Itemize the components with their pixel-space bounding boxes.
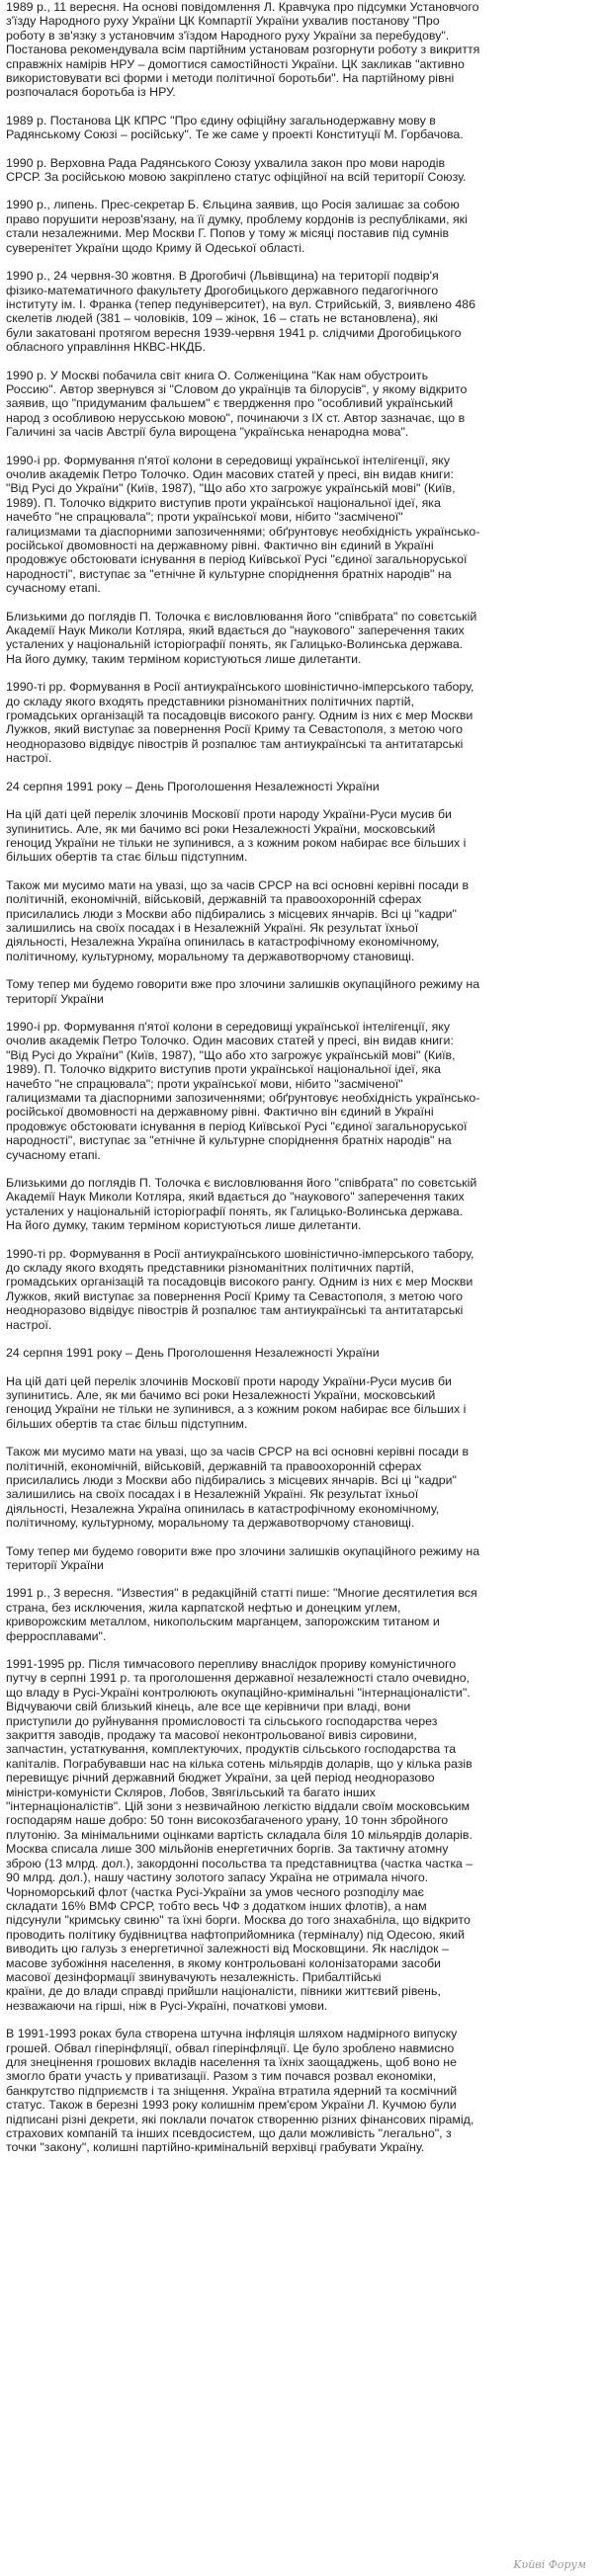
paragraph-genocide-continues-repeat: На цій даті цей перелік злочинів Московії проти народу України-Руси мусив би зупинитись. Але, як ми бачимо всі роки Незалежності України, московський геноцид України не тільки не зупинився, а з кожним роком набирає все більших і більших обертів та стає більш підступним.	[6, 1373, 467, 1431]
paragraph-1990s-tolochko: 1990-і рр. Формування п'ятої колони в середовищі української інтелігенції, яку очолив академік Петро Толочко. Один масових статей у пресі, він видав книги: "Від Русі до України" (Київ, 1987), "Що або хто загрожує українській мові" (Київ, 1989). П. Толочко відкрито виступив проти української національної ідеї, яка начебто "не спрацювала"; проти української мови, нібито "засміченої" галицизмами та діаспорними запозиченнями; обґрунтовує необхідність українсько- російської двомовності на державному рівні. Фактично він єдиний в Україні продовжує обстоювати існування в період Київської Русі "єдиної загальноруської народності", виступає за "етнічне й культурне споріднення братніх народів" на сучасному етапі.	[6, 453, 480, 596]
paragraph-independence-day-repeat: 24 серпня 1991 року – День Проголошення Незалежності України	[6, 1346, 380, 1361]
paragraph-independence-day: 24 серпня 1991 року – День Проголошення Незалежності України	[6, 779, 380, 793]
paragraph-genocide-continues: На цій даті цей перелік злочинів Московії проти народу України-Руси мусив би зупинитись. Але, як ми бачимо всі роки Незалежності України, московський геноцид України не тільки не зупинився, а з кожним роком набирає все більших і більших обертів та стає більш підступним.	[6, 807, 467, 865]
paragraph-1990-solzhenitsyn: 1990 р. У Москві побачила світ книга О. Солженіцина "Как нам обустроить Россию". Автор звернувся зі "Словом до українців та білорусів", у якому відкрито заявив, що "придуманим фальшем" є твердження про "особливий український народ з особливою нерусською мовою", починаючи з IX ст. Автор зазначає, що в Галичині за часів Австрії була вирощена "українська ненародна мова".	[6, 368, 468, 440]
paragraph-1991-izvestia: 1991 р., 3 вересня. "Известия" в редакційній статті пише: "Многие десятилетия вся страна, без исключения, жила карпатской нефтью и донецким углем, криворожским металлом, никопольским марганцем, запорожским титаном и ферросплавами".	[6, 1586, 477, 1643]
paragraph-1990s-russia-camp-repeat: 1990-ті рр. Формування в Росії антиукраїнського шовіністично-імперського табору, до складу якого входять представники різноманітних політичних партій, громадських організацій та посадовців високого рангу. Одним із них є мер Москви Лужков, який виступає за повернення Росії Криму та Севастополя, з метою чого неодноразово відвідує півострів й розпалює там антиукраїнські та антитатарські настрої.	[6, 1246, 474, 1332]
watermark-logo: Κυйві Фοрум	[513, 2557, 586, 2571]
paragraph-1989-cpsu-language: 1989 р. Постанова ЦК КПРС "Про єдину офіційну загальнодержавну мову в Радянському Союзі – російську". Те же саме у проекті Конституції М. Горбачова.	[6, 113, 464, 142]
paragraph-occupation-remnants-repeat: Тому тепер ми будемо говорити вже про злочини залишків окупаційного режиму на території України	[6, 1543, 480, 1572]
paragraph-kotlyar: Близькими до поглядів П. Толочка є висловлювання його "співбрата" по совєтській Академії Наук Миколи Котляра, який вдається до "наукового" заперечення таких усталених у національній історіографії понять, як Галицько-Волинська держава. На його думку, таким терміном користуються лише дилетанти.	[6, 609, 477, 666]
article	[6, 0, 596, 2169]
paragraph-1990s-tolochko-repeat: 1990-і рр. Формування п'ятої колони в середовищі української інтелігенції, яку очолив академік Петро Толочко. Один масових статей у пресі, він видав книги: "Від Русі до України" (Київ, 1987), "Що або хто загрожує українській мові" (Київ, 1989). П. Толочко відкрито виступив проти української національної ідеї, яка начебто "не спрацювала"; проти української мови, нібито "засміченої" галицизмами та діаспорними запозиченнями; обґрунтовує необхідність українсько- російської двомовності на державному рівні. Фактично він єдиний в Україні продовжує обстоювати існування в період Київської Русі "єдиної загальноруської народності", виступає за "етнічне й культурне споріднення братніх народів" на сучасному етапі.	[6, 1019, 480, 1162]
paragraph-1989-sep-11: 1989 р., 11 вересня. На основі повідомлення Л. Кравчука про підсумки Установчого з'їзду Народного руху України ЦК Компартії України ухвалив постанову "Про роботу в зв'язку з установчим з'їздом Народного руху України за перебудову". Постанова рекомендувала всім партійним установам розгорнути роботу з викриття справжніх намірів НРУ – домогтися самостійності України. ЦК закликав "активно використовувати всі форми і методи політичної боротьби". На партійному рівні розпочалася боротьба із НРУ.	[6, 0, 480, 100]
paragraph-1990-language-law: 1990 р. Верховна Рада Радянського Союзу ухвалила закон про мови народів СРСР. За російською мовою закріплено статус офіційної на всій території Союзу.	[6, 155, 467, 185]
paragraph-1990-drohobych: 1990 р., 24 червня-30 жовтня. В Дрогобичі (Львівщина) на території подвір'я фізико-математичного факультету Дрогобицького державного педагогічного інституту ім. І. Франка (тепер педуніверситет), на вул. Стрийській, 3, виявлено 486 скелетів людей (381 – чоловіків, 109 – жінок, 16 – стать не встановлена), які були закатовані протягом вересня 1939-червня 1941 р. слідчими Дрогобицького обласного управління НКВС-НКДБ.	[6, 269, 476, 355]
paragraph-1991-1995-plunder: 1991-1995 рр. Після тимчасового перепливу внаслідок прориву комуністичного путчу в серпні 1991 р. та проголошення державної незалежності стало очевидно, що владу в Русі-Україні контролюють окупаційно-кримінальні "інтернаціоналісти". Відчуваючи свій близький кінець, але все ще керівничи при владі, вони приступили до руйнування промисловості та сільського господарства через закриття заводів, продажу та масової неконтрольованої вивіз сировини, запчастин, устаткування, комплектуючих, продуктів сільського господарства та капіталів. Пограбувавши нас на кілька сотень мільярдів доларів, що у кілька разів перевищує річний державний бюджет України, за цей період неодноразово міністри-комуністи Скляров, Лобов, Звягільський та багато інших "інтернаціоналістів". Цій зони з незвичайною легкістю віддали своїм московським господарям наше добро: 50 тонн високозбагаченого урану, 10 тонн збройного плутонію. За мінімальними оцінками вартість складала біля 10 мільярдів доларів. Москва списала лише 300 мільйонів енергетичних боргів. За тактичну атомну зброю (13 млрд. дол.), закордонні посольства та представництва (частка часткa – 90 млрд. дол.), нашу частину золотого запасу Україна не отримала нічого. Чорноморський флот (частка Русі-України за умов чесного розподілу має складати 16% ВМФ СРСР, тобто весь ЧФ з додатком інших флотів), а нам підсунули "кримську свиню" та їхні борги. Москва до того знахабніла, що відкрито проводить політику будівництва нафтоприйомника (терміналу) під Одесою, який виводить цю галузь з енергетичної залежності від Московщини. Як наслідок – масове зубожіння населення, в якому контрольовані колонізаторами засоби масової дезінформації звинувачують незалежність. Прибалтійські країни, де до влади справді прийшли націоналісти, півники життєвий рівень, незважаючи на гірші, ніж в Русі-Україні, початкові умови.	[6, 1657, 473, 2013]
paragraph-ussr-cadres: Також ми мусимо мати на увазі, що за часів СРСР на всі основні керівні посади в політичній, економічній, військовій, державній та правоохоронній сферах присилались люди з Москви або підбирались з місцевих янчарів. Всі ці "кадри" залишились на своїх посадах і в Незалежній Україні. Як результат їхньої діяльності, Незалежна Україна опинилась в катастрофічному економічному, політичному, культурному, моральному та державотворчому становищі.	[6, 877, 470, 963]
paragraph-ussr-cadres-repeat: Також ми мусимо мати на увазі, що за часів СРСР на всі основні керівні посади в політичній, економічній, військовій, державній та правоохоронній сферах присилались люди з Москви або підбирались з місцевих янчарів. Всі ці "кадри" залишились на своїх посадах і в Незалежній Україні. Як результат їхньої діяльності, Незалежна Україна опинилась в катастрофічному економічному, політичному, культурному, моральному та державотворчому становищі.	[6, 1445, 470, 1531]
paragraph-1990-july-borders: 1990 р., липень. Прес-секретар Б. Єльцина заявив, що Росія залишає за собою право порушити нерозв'язану, на її думку, проблему кордонів із республіками, які стали незалежними. Мер Москви Г. Попов у тому ж місяці поставив під сумнів суверенітет України щодо Криму й Одеської області.	[6, 198, 468, 255]
paragraph-1991-1993-inflation: В 1991-1993 роках була створена штучна інфляція шляхом надмірного випуску грошей. Обвал гіперінфляції, обвал гіперінфляції. Це було зроблено навмисно для знецінення грошових вкладів населення та їхніх заощаджень, щоб воно не змогло брати участь у приватизації. Разом з тим почався розвал економіки, банкрутство підприємств і та зніщення. Україна втратила ядерний та космічний статус. Також в березні 1993 року колишнім прем'єром України Л. Кучмою були підписані різні декрети, які поклали початок створенню різних фінансових пірамід, страхових компаній та інших псевдосистем, що дали можливість "легально", з точки "закону", колишні партійно-кримінальній верхівці грабувати Україну.	[6, 2027, 474, 2155]
paragraph-1990s-russia-camp: 1990-ті рр. Формування в Росії антиукраїнського шовіністично-імперського табору, до складу якого входять представники різноманітних політичних партій, громадських організацій та посадовців високого рангу. Одним із них є мер Москви Лужков, який виступає за повернення Росії Криму та Севастополя, з метою чого неодноразово відвідує півострів й розпалює там антиукраїнські та антитатарські настрої.	[6, 680, 474, 766]
paragraph-occupation-remnants: Тому тепер ми будемо говорити вже про злочини залишків окупаційного режиму на території України	[6, 977, 480, 1006]
paragraph-kotlyar-repeat: Близькими до поглядів П. Толочка є висловлювання його "співбрата" по совєтській Академії Наук Миколи Котляра, який вдається до "наукового" заперечення таких усталених у національній історіографії понять, як Галицько-Волинська держава. На його думку, таким терміном користуються лише дилетанти.	[6, 1176, 477, 1233]
